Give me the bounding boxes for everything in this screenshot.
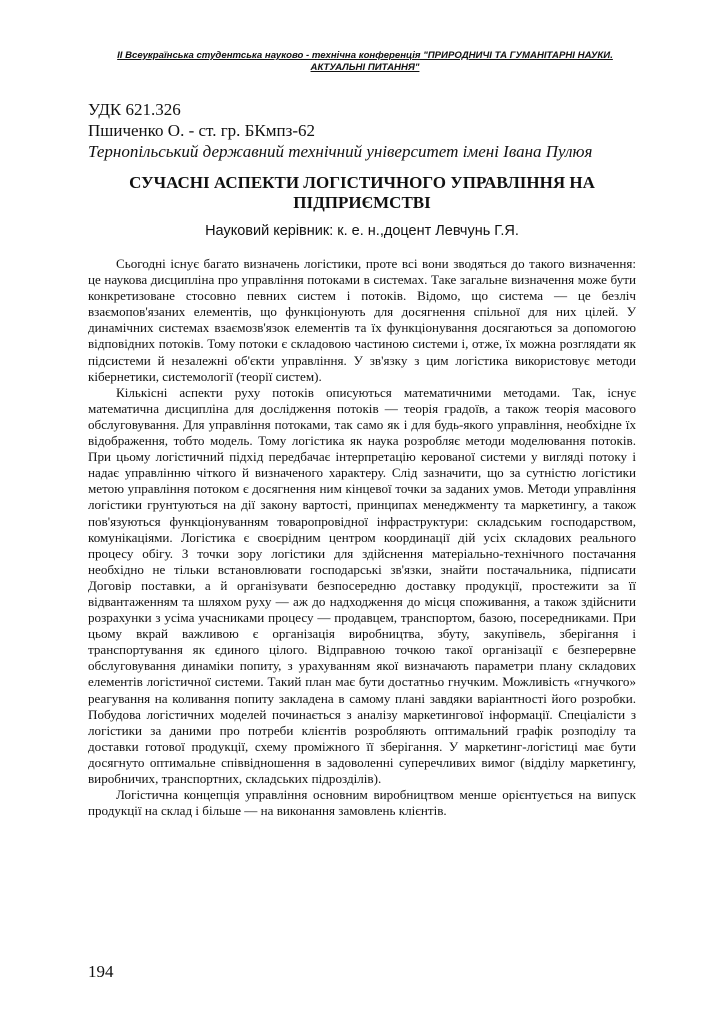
conference-header <box>100 50 630 74</box>
conference-header-line1: ІІ Всеукраїнська студентська науково - технічна конференція "ПРИРОДНИЧІ ТА ГУМАНІТАРНІ НАУКИ. <box>117 50 613 61</box>
article-body <box>88 256 636 819</box>
article-title <box>88 173 636 213</box>
author-line: Пшиченко О. - ст. гр. БКмпз-62 <box>88 121 315 140</box>
supervisor-line: Науковий керівник: к. е. н.,доцент Левчунь Г.Я. <box>205 223 519 239</box>
paragraph: Сьогодні існує багато визначень логістики, проте всі вони зводяться до такого визначення: це наукова дисципліна про управління потоками в системах. Таке загальне визначення може бути конкретизоване стосовно певних систем і потоків. Відомо, що система — це безліч взаємопов'язаних елементів, що функціонують для досягнення спільної для них цілей. У динамічних системах взаємозв'язок елементів та їх функціонування досягаються за допомогою відповідних потоків. Тому потоки є складовою частиною системи і, отже, їх можна розглядати як підсистеми й незалежні об'єкти управління. У зв'язку з цим логістика використовує методи кібернетики, системології (теорії систем). <box>88 256 636 384</box>
page-number: 194 <box>88 962 114 981</box>
title-line1: СУЧАСНІ АСПЕКТИ ЛОГІСТИЧНОГО УПРАВЛІННЯ НА <box>129 173 595 192</box>
article-meta <box>88 99 592 162</box>
paragraph: Логістична концепція управління основним виробництвом менше орієнтується на випуск продукції на склад і більше — на виконання замовлень клієнтів. <box>88 787 636 819</box>
conference-header-line2: АКТУАЛЬНІ ПИТАННЯ" <box>310 62 420 73</box>
institution-line: Тернопільський державний технічний університет імені Івана Пулюя <box>88 142 593 161</box>
paragraph: Кількісні аспекти руху потоків описуються математичними методами. Так, існує математична дисципліна для дослідження потоків — теорія градоїв, а також теорія масового обслуговування. Для управління потоками, так само як і для будь-якого управління, необхідне їх відображення, тобто модель. Тому логістика як наука розробляє методи моделювання потоків. При цьому логістичний підхід передбачає інтерпретацію керованої системи у вигляді потоку і надає управлінню чіткого й визначеного характеру. Слід зазначити, що за сутністю логістики метою управління потоком є досягнення ним кінцевої точки за заданих умов. Методи управління логістики грунтуються на дії закону вартості, принципах менеджменту та маркетингу, а також пов'язуються функціонуванням товаропровідної інфраструктури: складським господарством, комунікаціями. Логістика є своєрідним центром координації дій усіх складових реального процесу обігу. З точки зору логістики для здійснення матеріально-технічного постачання необхідно не тільки встановлювати господарські зв'язки, знайти постачальника, підписати Договір поставки, а й організувати безпосередню доставку продукції, простежити за її відвантаженням та шляхом руху — аж до надходження до місця споживання, а також здійснити розрахунки з усіма учасниками процесу — продавцем, транспортом, базою, посередниками. При цьому вкрай важливою є організація виробництва, збуту, закупівель, зберігання і транспортування як єдиного цілого. Відправною точкою такої організації є безперервне обслуговування динаміки попиту, з урахуванням якої визначають параметри плану складових елементів логістичної системи. Такий план має бути достатньо гнучким. Можливість «гнучкого» реагування на коливання попиту закладена в самому плані завдяки варіантності його розробки. Побудова логістичних моделей починається з аналізу маркетингової інформації. Спеціалісти з логістики за даними про потреби клієнтів розробляють оптимальний графік розподілу та доставки готової продукції, схему проміжного її зберігання. У маркетинг-логістиці має бути досягнуто оптимальне співвідношення в задоволенні суперечливих вимог (відділу маркетингу, виробничих, транспортних, складських підрозділів). <box>88 384 636 786</box>
udc-code: УДК 621.326 <box>88 100 181 119</box>
title-line2: ПІДПРИЄМСТВІ <box>293 193 431 212</box>
